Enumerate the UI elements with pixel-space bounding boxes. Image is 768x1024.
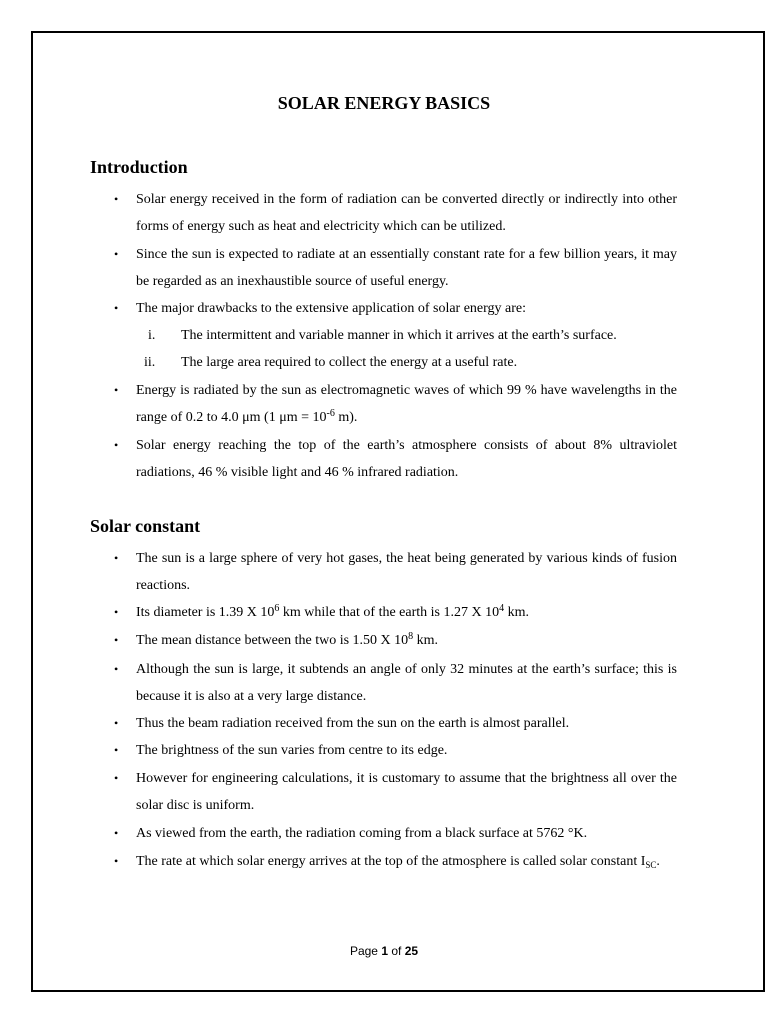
wavelength-text: Energy is radiated by the sun as electromagnetic waves of which 99 % have wavelengths in the range of 0.2 to 4.0 μm (1 μm = 10 (136, 383, 677, 425)
solar-constant-heading: Solar constant (90, 516, 201, 536)
distance-text-b: km. (413, 633, 439, 648)
drawback-number-1: i. (148, 328, 156, 343)
diameter-text-c: km. (504, 605, 529, 620)
page-footer (0, 944, 768, 958)
intro-bullet-radiation: • Solar energy received in the form of radiation can be converted directly or indirectly into other forms of energy such as heat and electricity which can be utilized. (136, 186, 677, 240)
sc-bullet-beam: • Thus the beam radiation received from the sun on the earth is almost parallel. (136, 710, 677, 737)
intro-bullet-atmosphere: • Solar energy reaching the top of the earth’s atmosphere consists of about 8% ultraviolet radiations, 46 % visible light and 46 % infrared radiation. (136, 432, 677, 486)
diameter-exponent-sun: 6 (274, 603, 280, 614)
sc-bullet-sphere: • The sun is a large sphere of very hot gases, the heat being generated by various kinds of fusion reactions. (136, 545, 677, 599)
introduction-heading: Introduction (90, 157, 188, 177)
wavelength-text-end: m). (334, 410, 358, 425)
sc-bullet-distance (136, 627, 677, 654)
diameter-text-b: km while that of the earth is 1.27 X 10 (279, 605, 500, 620)
intro-bullet-wavelength (136, 377, 677, 431)
footer-middle: of (388, 944, 405, 958)
distance-text-a: The mean distance between the two is 1.50 X 10 (136, 633, 409, 648)
footer-prefix: Page (349, 944, 382, 958)
drawback-number-2: ii. (144, 355, 156, 370)
intro-bullet-drawbacks: • The major drawbacks to the extensive application of solar energy are: (136, 295, 677, 322)
diameter-exponent-earth: 4 (499, 603, 505, 614)
rate-text: The rate at which solar energy arrives at the top of the atmosphere is called solar constant I (136, 854, 646, 869)
sc-bullet-blackbody: • As viewed from the earth, the radiation coming from a black surface at 5762 °K. (136, 820, 677, 847)
sc-bullet-angle: • Although the sun is large, it subtends an angle of only 32 minutes at the earth’s surface; this is because it is also at a very large distance. (136, 656, 677, 710)
page-title: SOLAR ENERGY BASICS (277, 93, 491, 113)
drawback-item-1: The intermittent and variable manner in which it arrives at the earth’s surface. (181, 328, 617, 343)
sc-bullet-diameter (136, 599, 677, 626)
drawback-item-2: The large area required to collect the energy at a useful rate. (181, 355, 518, 370)
rate-subscript: SC (645, 860, 657, 870)
footer-current-page: 1 (381, 944, 388, 958)
distance-exponent: 8 (408, 631, 414, 642)
sc-bullet-uniform: • However for engineering calculations, it is customary to assume that the brightness all over the solar disc is uniform. (136, 765, 677, 819)
diameter-text-a: Its diameter is 1.39 X 10 (136, 605, 275, 620)
rate-text-end: . (656, 854, 660, 869)
sc-bullet-brightness: • The brightness of the sun varies from centre to its edge. (136, 737, 677, 764)
footer-total-pages: 25 (404, 944, 419, 958)
sc-bullet-rate (136, 848, 677, 875)
wavelength-exponent: -6 (326, 408, 335, 419)
intro-bullet-constant-rate: • Since the sun is expected to radiate at an essentially constant rate for a few billion years, it may be regarded as an inexhaustible source of useful energy. (136, 241, 677, 295)
